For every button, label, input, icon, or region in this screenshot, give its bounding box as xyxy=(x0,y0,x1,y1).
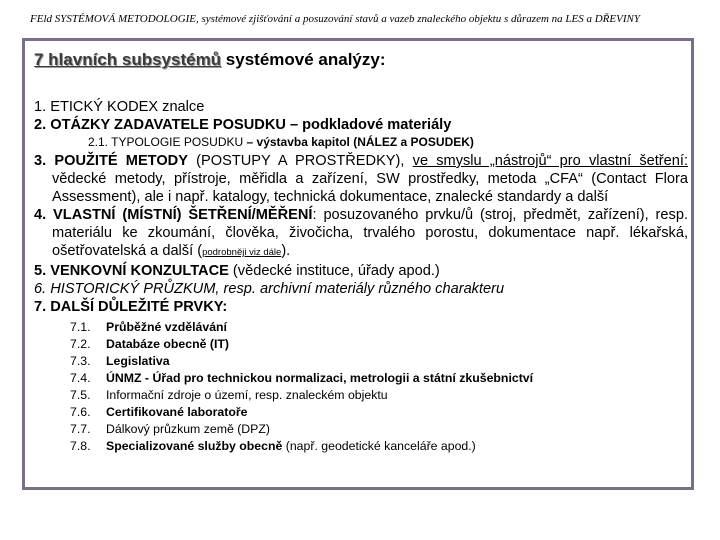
subitem-row xyxy=(34,438,688,455)
subitem-list xyxy=(34,319,688,455)
list-item-4 xyxy=(34,206,688,262)
list-item-3 xyxy=(34,152,688,206)
title-rest: systémové analýzy: xyxy=(221,50,386,69)
subitem-row xyxy=(34,353,688,370)
list-item-6 xyxy=(34,280,688,298)
item-number: 3. xyxy=(34,153,47,169)
subitem-number: 7.1. xyxy=(70,320,91,334)
item-bold: – výstavba kapitol (NÁLEZ a POSUDEK) xyxy=(243,135,474,149)
item-text: HISTORICKÝ PRŮZKUM, resp. archivní materiály různého charakteru xyxy=(46,281,505,297)
subitem-row xyxy=(34,370,688,387)
item-text: (POSTUPY A PROSTŘEDKY), xyxy=(187,153,413,169)
item-bold: OTÁZKY ZADAVATELE POSUDKU – podkladové materiály xyxy=(46,117,452,133)
header-text: FEld SYSTÉMOVÁ METODOLOGIE, systémové zjišťování a posuzování stavů a vazeb znaleckého objektu s důrazem na LES a DŘEVINY xyxy=(30,13,640,25)
subitem-number: 7.4. xyxy=(70,371,91,385)
subitem-row xyxy=(34,336,688,353)
item-bold: VENKOVNÍ KONZULTACE xyxy=(46,263,229,279)
item-number: 1. xyxy=(34,99,47,115)
subitem-number: 7.3. xyxy=(70,354,91,368)
item-text: ). xyxy=(281,243,291,259)
subitem-bold: Certifikované laboratoře xyxy=(106,405,248,419)
subitem-number: 7.7. xyxy=(70,422,91,436)
item-underlined: ve smyslu „nástrojů“ pro vlastní šetření: xyxy=(412,153,688,169)
list-item-5 xyxy=(34,262,688,280)
subitem-text: (např. geodetické kanceláře apod.) xyxy=(282,439,476,453)
item-number: 4. xyxy=(34,207,47,223)
subitem-number: 7.5. xyxy=(70,388,91,402)
subitem-row xyxy=(34,421,688,438)
item-number: 5. xyxy=(34,263,47,279)
list-item-2 xyxy=(34,116,688,134)
detail-reference-link[interactable]: podrobněji viz dále xyxy=(202,247,282,258)
slide-title xyxy=(34,50,386,70)
subitem-number: 7.8. xyxy=(70,439,91,453)
subitem-bold: ÚNMZ - Úřad pro technickou normalizaci, metrologii a státní zkušebnictví xyxy=(106,371,534,385)
subitem-row xyxy=(34,319,688,336)
item-bold: DALŠÍ DŮLEŽITÉ PRVKY: xyxy=(46,299,228,315)
list-item-1 xyxy=(34,98,688,116)
item-text: znalce xyxy=(158,99,205,115)
subitem-bold: Průběžné vzdělávání xyxy=(106,320,227,334)
item-bold: POUŽITÉ METODY xyxy=(46,153,188,169)
item-number: 2. xyxy=(34,117,47,133)
item-bold: ETICKÝ KODEX xyxy=(46,99,159,115)
item-text: : posuzovaného prvku/ů (stroj, předmět, zařízení), resp. materiálu ke zkoumání, člověka, živočicha, trvalého porostu, dokumentace např. lékařská, ošetřovatelská a další ( xyxy=(52,207,689,259)
list-item-7 xyxy=(34,298,688,316)
item-bold: VLASTNÍ (MÍSTNÍ) ŠETŘENÍ/MĚŘENÍ xyxy=(46,207,313,223)
subitem-number: 7.6. xyxy=(70,405,91,419)
subitem-row xyxy=(34,387,688,404)
subitem-bold: Specializované služby obecně xyxy=(106,439,283,453)
list-item-2-1 xyxy=(34,135,688,150)
item-number: 6. xyxy=(34,281,47,297)
content-body xyxy=(34,98,688,455)
item-text: vědecké metody, přístroje, měřidla a zařízení, SW prostředky, metoda „CFA“ (Contact Flora Assessment), ale i např. katalogy, technická dokumentace, znalecké standardy a další xyxy=(52,171,688,205)
subitem-bold: Databáze obecně (IT) xyxy=(106,337,229,351)
subitem-row xyxy=(34,404,688,421)
item-number: 2.1. xyxy=(88,135,109,149)
item-text: TYPOLOGIE POSUDKU xyxy=(108,135,244,149)
title-highlight: 7 hlavních subsystémů xyxy=(34,50,222,69)
item-number: 7. xyxy=(34,299,47,315)
subitem-text: Dálkový průzkum země (DPZ) xyxy=(106,422,270,436)
item-text: (vědecké instituce, úřady apod.) xyxy=(228,263,440,279)
subitem-number: 7.2. xyxy=(70,337,91,351)
subitem-text: Informační zdroje o území, resp. znaleckém objektu xyxy=(106,388,388,402)
subitem-bold: Legislativa xyxy=(106,354,170,368)
